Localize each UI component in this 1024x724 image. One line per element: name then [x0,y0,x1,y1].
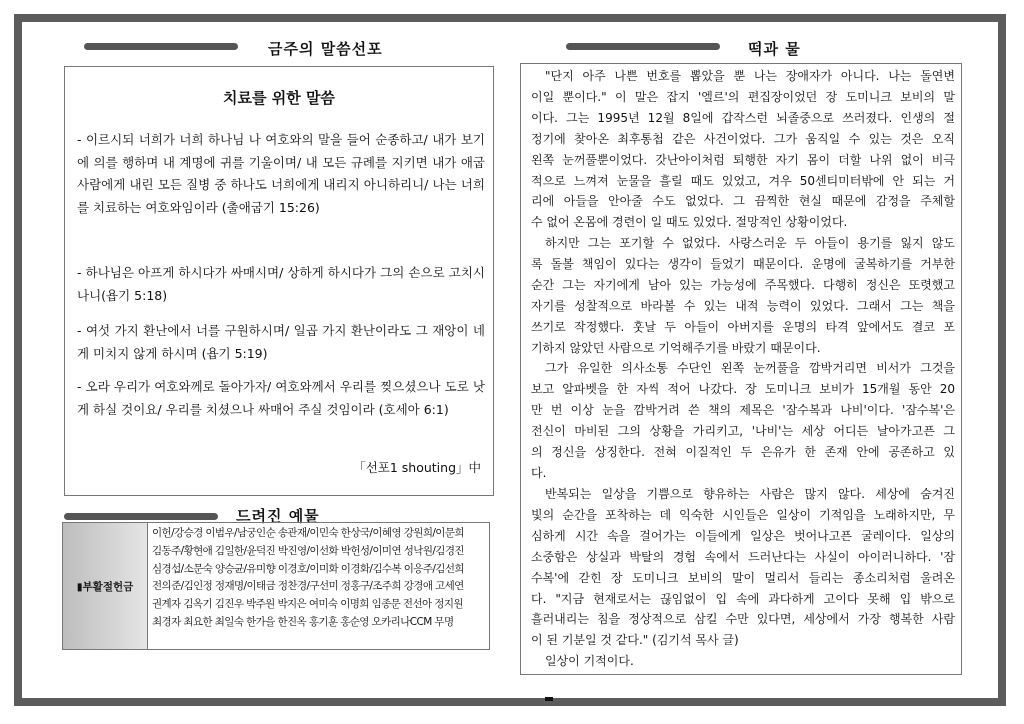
right-header-bar [566,43,720,50]
offering-names [148,523,489,649]
offering-header-bar [64,513,218,520]
essay-line: 기하지 않았던 사람으로 기억해주기를 바랐기 때문이다. [531,340,821,355]
left-section-title: 금주의 말씀선포 [268,40,383,58]
essay-line: 리에 아들을 안아줄 수도 없었다. 그 끔찍한 현실 때문에 감정을 주체할 [531,194,955,209]
essay-line: 반복되는 일상을 기쁨으로 향유하는 사람은 많지 않다. 세상에 숨겨진 [545,487,955,501]
essay-closing: 일상이 기적이다. [545,654,634,668]
essay-line: "단지 아주 나쁜 번호를 뽑았을 뿐 나는 장애자가 아니다. 나는 돌연변 [545,69,955,83]
offering-label: ▮부활절헌금 [63,523,148,649]
essay-paragraph-3 [531,358,955,483]
essay-line: 이다. 그는 1995년 12월 8일에 갑작스런 뇌졸중으로 쓰러졌다. 인생의 절 [531,110,955,125]
essay-line: 하지만 그는 포기할 수 없었다. 사랑스러운 두 아들이 용기를 잃지 않도 [545,236,955,250]
verse-1: - 이르시되 너희가 너희 하나님 나 여호와의 말을 들어 순종하고/ 내가 보기에 의를 행하며 내 계명에 귀를 기울이며/ 내 모든 규례를 지키면 내가 애굽 사람에게 내린 모든 질병 중 하나도 너희에게 내리지 아니하리니/ 나는 너희를 치료하는 여호와임이라 (출애굽기 15:26) [77,132,485,215]
essay-line: 그가 유일한 의사소통 수단인 왼쪽 눈꺼풀을 깜박거리면 비서가 그것을 [545,361,955,375]
essay-line: 만 번 이상 눈을 깜박거려 쓴 책의 제목은 '잠수복과 나비'이다. '잠수복'은 [531,402,955,417]
essay-line: 왼쪽 눈꺼풀뿐이었다. 갓난아이처럼 퇴행한 자기 몸이 더할 나위 없이 비극 [531,152,955,167]
offering-table [62,522,490,650]
essay-paragraph-1 [531,66,955,233]
essay-line: 자기를 성찰적으로 바라볼 수 있는 내적 능력이 있었다. 그래서 그는 책을 [531,298,955,313]
essay-line: 쓰기로 작정했다. 훗날 두 아들이 아버지를 운명의 타격 앞에서도 결코 포 [531,319,955,334]
essay-line: 전신이 마비된 그의 상황을 가리키고, '나비'는 세상 어디든 날아가고픈 그 [531,423,955,438]
essay-paragraph-4 [531,484,955,651]
verse-box [64,66,494,496]
offering-line: 심경섭/소문숙 양승균/유미향 이경호/이미화 이경화/김수복 이응주/김선희 [152,562,464,575]
offering-line: 김동주/황현애 김일한/윤덕진 박진영/이선화 박헌성/이미연 성낙원/김경진 [152,544,464,557]
essay-line: 록 돌볼 책임이 있다는 생각이 들었기 때문이다. 운명에 굴복하기를 거부한 [531,256,955,271]
verse-2: - 하나님은 아프게 하시다가 싸매시며/ 상하게 하시다가 그의 손으로 고치시나니(욥기 5:18) [77,265,485,303]
essay-line: 정기에 찾아온 최후통첩 같은 사건이었다. 그가 움직일 수 있는 것은 오직 [531,131,955,146]
essay-line: 흘러내리는 침을 정상적으로 삼킬 수만 있다면, 세상에서 가장 행복한 사람 [531,612,955,627]
right-section-title: 떡과 물 [748,40,801,58]
essay-line: 이 된 기분일 것 같다." (김기석 목사 글) [531,633,739,648]
essay-line: 수 없어 온몸에 경련이 일 때도 있었다. 절망적인 상황이었다. [531,215,848,230]
essay-line: 다. [531,465,547,480]
essay-line: 소중함은 상실과 박탈의 경험 속에서 드러난다는 사실이 아이러니하다. '잠 [531,549,955,564]
essay-line: 수복'에 갇힌 장 도미니크 보비의 말이 멀리서 들리는 종소리처럼 울려온 [531,570,955,585]
bullet-mark [545,697,553,701]
left-header-bar [84,43,238,50]
essay-box [520,63,962,675]
essay-line: 심하게 시간 속을 걸어가는 이들에게 일상은 벗어나고픈 굴레이다. 일상의 [531,528,955,543]
verse-source: 「선포1 shouting」中 [353,460,481,475]
verse-3: - 여섯 가지 환난에서 너를 구원하시며/ 일곱 가지 환난이라도 그 재앙이 네게 미치지 않게 하시며 (욥기 5:19) [77,323,485,361]
essay-line: 의 정신을 상징한다. 전혀 이질적인 두 은유가 한 존재 안에 공존하고 있 [531,444,955,459]
offering-line: 전의준/김인정 정재명/이태금 정찬경/구선미 정홍구/조주희 강경애 고세연 [152,580,464,593]
offering-line: 이헌/강승경 이범우/남궁인순 송관재/이민숙 한상국/이혜영 강원희/이문희 [152,527,464,539]
essay-line: 이일 뿐이다." 이 말은 잡지 '엘르'의 편집장이었던 장 도미니크 보비의 말 [531,89,955,104]
offering-line: 권계자 김옥기 김진우 박주원 박지은 여미숙 이명희 임종문 전선아 정지원 [152,598,463,611]
essay-line: 다. "지금 현재로서는 끊임없이 입 속에 과다하게 고이다 못해 입 밖으로 [531,591,955,606]
essay-line: 빛의 순간을 포착하는 데 익숙한 시인들은 일상이 기적임을 노래하지만, 무 [531,507,955,522]
essay-line: 적으로 느껴져 눈물을 흘릴 때도 있었고, 겨우 50센티미터밖에 안 되는 거 [531,173,955,188]
offering-title: 드려진 예물 [236,507,320,525]
verse-box-title: 치료를 위한 말씀 [223,89,335,107]
essay-line: 순간 그는 자기에게 남아 있는 가능성에 주목했다. 다행히 정신은 또렷했고 [531,277,955,292]
essay-paragraph-2 [531,233,955,358]
verse-4: - 오라 우리가 여호와께로 돌아가자/ 여호와께서 우리를 찢으셨으나 도로 낫게 하실 것이요/ 우리를 치셨으나 싸매어 주실 것임이라 (호세아 6:1) [77,379,485,417]
offering-line: 최경자 최요한 최일숙 한가을 한진옥 홍기훈 홍순영 오카리나CCM 무명 [152,615,454,628]
essay-line: 보고 알파벳을 한 자씩 적어 나갔다. 장 도미니크 보비가 15개월 동안 20 [531,381,955,396]
